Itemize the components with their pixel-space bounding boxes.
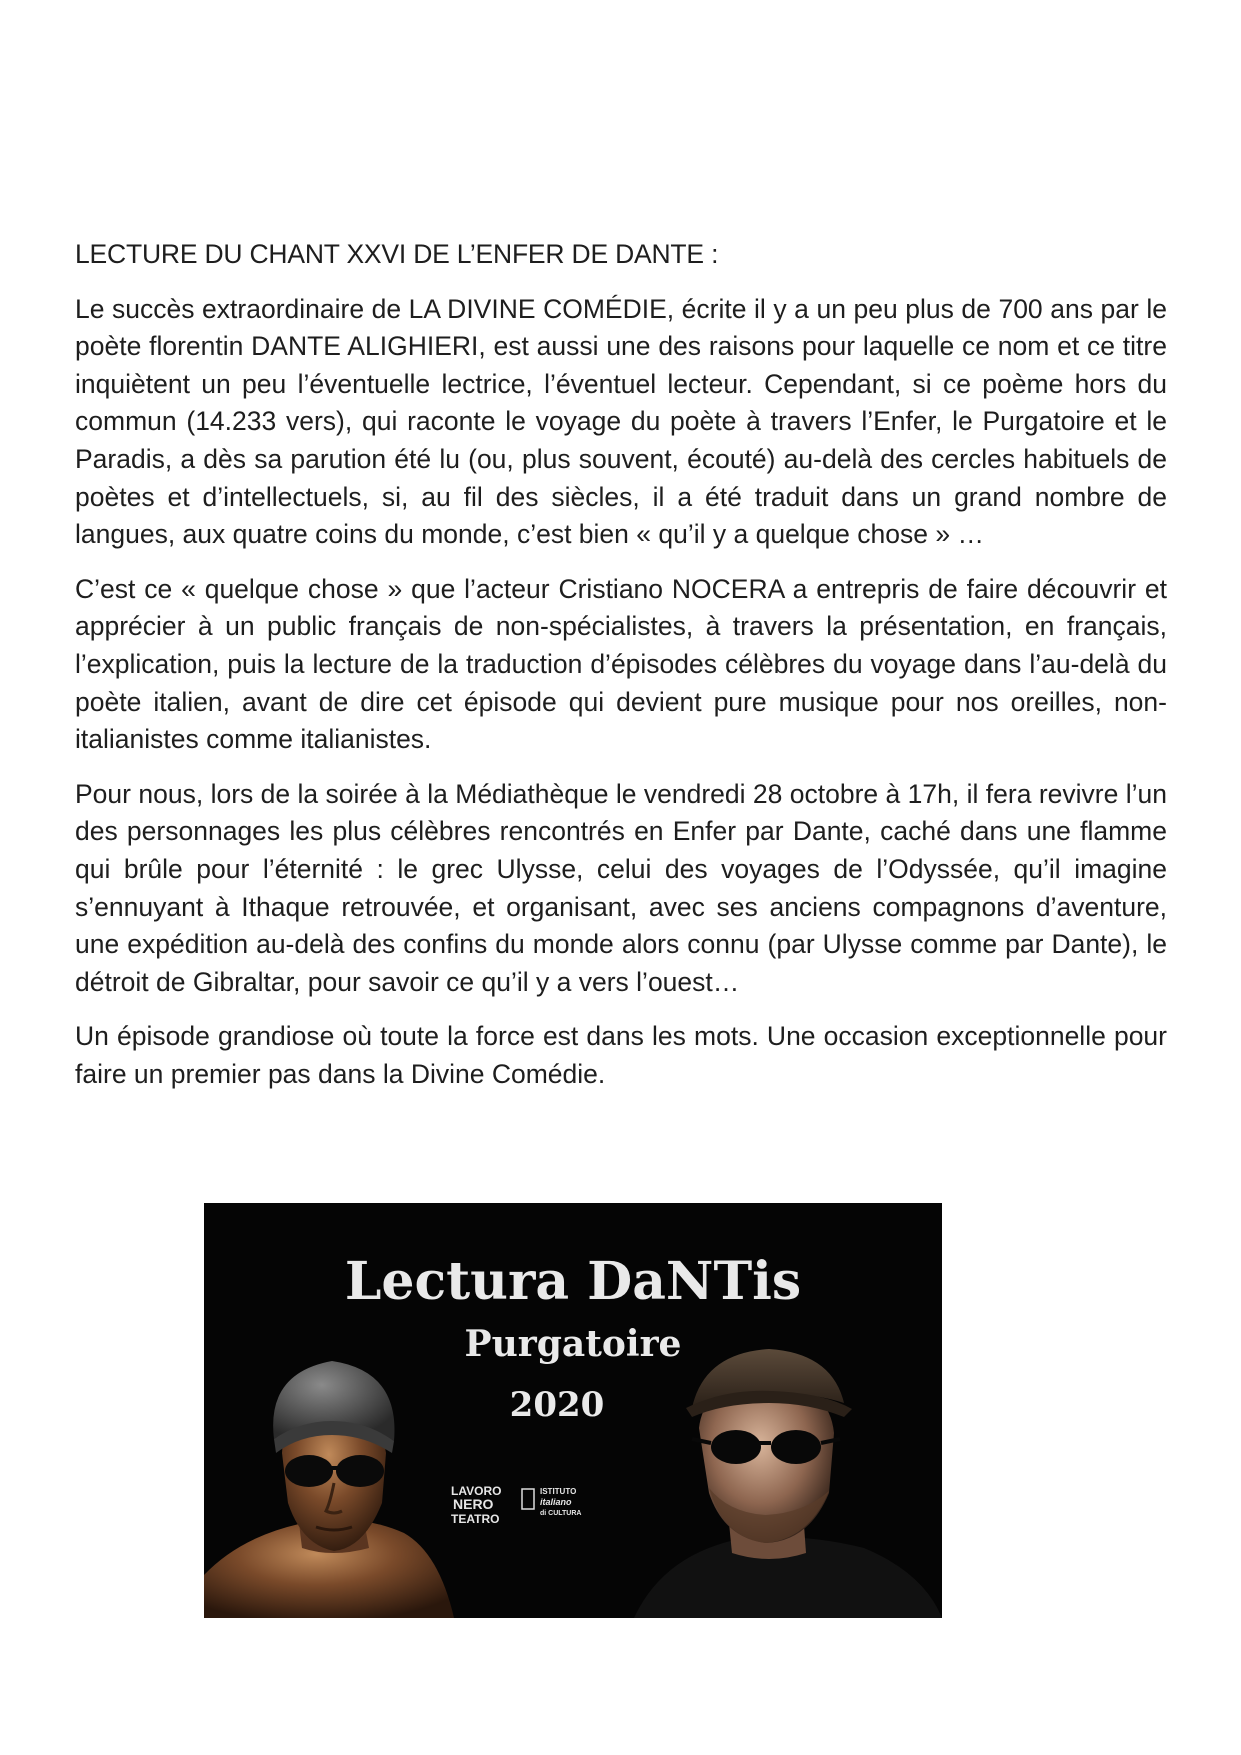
paragraph-3: Pour nous, lors de la soirée à la Médiathèque le vendredi 28 octobre à 17h, il fera revivre l’un des personnages les plus célèbres rencontrés en Enfer par Dante, caché dans une flamme qui brûle pour l’éternité : le grec Ulysse, celui des voyages de l’Odyssée, qu’il imagine s’ennuyant à Ithaque retrouvée, et organisant, avec ses anciens compagnons d’aventure, une expédition au-delà des confins du monde alors connu (par Ulysse comme par Dante), le détroit de Gibraltar, pour savoir ce qu’il y a vers l’ouest… (75, 778, 1167, 997)
svg-text:ISTITUTO: ISTITUTO (540, 1487, 577, 1496)
paragraph-4: Un épisode grandiose où toute la force est dans les mots. Une occasion exceptionnelle pour faire un premier pas dans la Divine Comédie. (75, 1021, 1167, 1089)
actor-portrait-figure (634, 1349, 942, 1618)
svg-text:TEATRO: TEATRO (451, 1512, 500, 1526)
event-poster-image (204, 1203, 942, 1618)
poster-subtitle: Purgatoire (464, 1323, 682, 1365)
poster-year: 2020 (509, 1385, 605, 1425)
svg-text:NERO: NERO (453, 1496, 494, 1512)
svg-text:italiano: italiano (540, 1497, 572, 1507)
article-body (75, 236, 1167, 1110)
dante-bust-figure (204, 1361, 454, 1618)
poster-artwork (204, 1203, 942, 1618)
svg-text:LAVORO: LAVORO (451, 1484, 502, 1498)
lavoro-nero-teatro-logo (451, 1484, 501, 1526)
istituto-italiano-cultura-logo (522, 1487, 581, 1517)
article-heading: LECTURE DU CHANT XXVI DE L’ENFER DE DANTE : (75, 239, 719, 269)
paragraph-2: C’est ce « quelque chose » que l’acteur Cristiano NOCERA a entrepris de faire découvrir et apprécier à un public français de non-spécialistes, à travers la présentation, en français, l’explication, puis la lecture de la traduction d’épisodes célèbres du voyage dans l’au-delà du poète italien, avant de dire cet épisode qui devient pure musique pour nos oreilles, non-italianistes comme italianistes. (75, 573, 1167, 755)
svg-text:di CULTURA: di CULTURA (540, 1510, 582, 1517)
paragraph-1: Le succès extraordinaire de LA DIVINE COMÉDIE, écrite il y a un peu plus de 700 ans par le poète florentin DANTE ALIGHIERI, est aussi une des raisons pour laquelle ce nom et ce titre inquiètent un peu l’éventuelle lectrice, l’éventuel lecteur. Cependant, si ce poème hors du commun (14.233 vers), qui raconte le voyage du poète à travers l’Enfer, le Purgatoire et le Paradis, a dès sa parution été lu (ou, plus souvent, écouté) au-delà des cercles habituels de poètes et d’intellectuels, si, au fil des siècles, il a été traduit dans un grand nombre de langues, aux quatre coins du monde, c’est bien « qu’il y a quelque chose » … (75, 293, 1167, 550)
poster-title: Lectura DaNTis (344, 1251, 802, 1312)
